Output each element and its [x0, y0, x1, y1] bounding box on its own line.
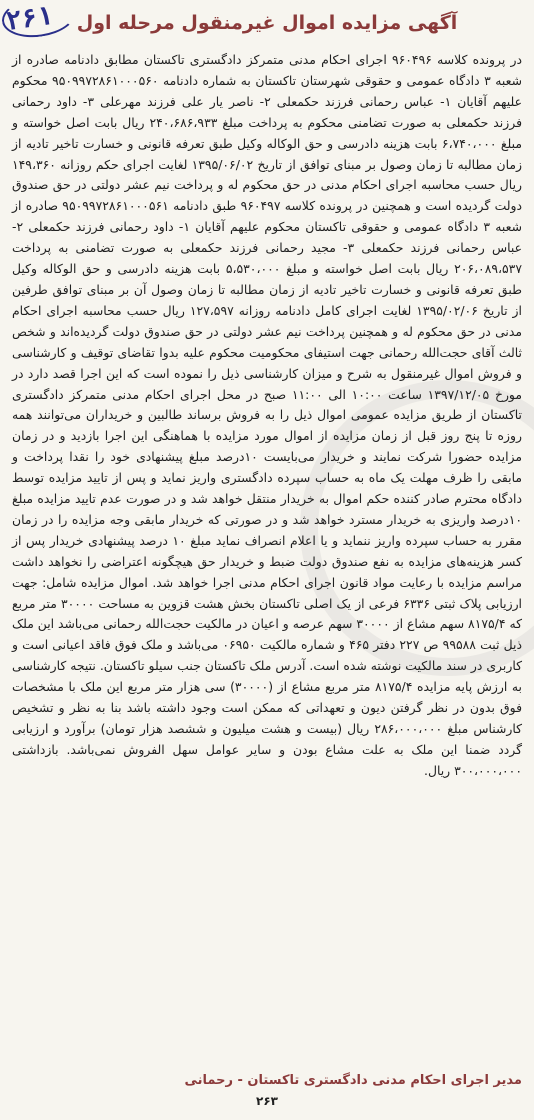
handwritten-number-text: ۲۶۱ — [4, 0, 55, 38]
announcement-body — [12, 50, 522, 782]
announcement-paragraph: در پرونده کلاسه ۹۶۰۴۹۶ اجرای احکام مدنی متمرکز دادگستری تاکستان مطابق دادنامه صادره از شعبه ۳ دادگاه عمومی و حقوقی شهرستان تاکستان به شماره دادنامه ۹۵۰۹۹۷۲۸۶۱۰۰۰۵۶۰ محکوم علیهم آقایان ۱- عباس رحمانی فرزند حکمعلی ۲- ناصر یار علی فرزند مهرعلی ۳- داود رحمانی فرزند حکمعلی به صورت تضامنی محکوم به پرداخت مبلغ ۲۴۰،۶۸۶،۹۳۳ ریال بابت اصل خواسته و مبلغ ۶،۷۴۰،۰۰۰ بابت هزینه دادرسی و حق الوکاله وکیل طبق تعرفه قانونی و خسارت تاخیر تادیه از زمان مطالبه تا زمان وصول بر مبنای توافق از تاریخ ۱۳۹۵/۰۶/۰۲ لغایت اجرای حکم روزانه ۱۴۹،۳۶۰ ریال حسب محاسبه اجرای احکام مدنی در حق محکوم له و پرداخت نیم عشر دولتی در حق صندوق دولت گردیده است و همچنین در پرونده کلاسه ۹۶۰۴۹۷ طبق دادنامه ۹۵۰۹۹۷۲۸۶۱۰۰۰۵۶۱ صادره از شعبه ۳ دادگاه عمومی و حقوقی تاکستان محکوم علیهم آقایان ۱- داود رحمانی فرزند حکمعلی ۲- عباس رحمانی فرزند حکمعلی ۳- مجید رحمانی فرزند حکمعلی به صورت تضامنی به پرداخت ۲۰۶،۰۸۹،۵۳۷ ریال بابت اصل خواسته و مبلغ ۵،۵۳۰،۰۰۰ بابت هزینه دادرسی و حق الوکاله وکیل طبق تعرفه قانونی و خسارت تاخیر تادیه از زمان مطالبه تا زمان وصول آن بر مبنای توافق طرفین از تاریخ ۱۳۹۵/۰۲/۰۶ لغایت اجرای کامل دادنامه روزانه ۱۲۷،۵۹۷ ریال حسب محاسبه اجرای احکام مدنی در حق محکوم له و همچنین پرداخت نیم عشر دولتی در حق صندوق دولت گردیده‌اند و شخص ثالث آقای حجت‌الله رحمانی جهت استیفای محکومیت محکوم علیه بدوا تقاضای توقیف و کارشناسی و فروش اموال غیرمنقول به شرح و میزان کارشناسی ذیل را نموده است که این اجرا قصد دارد در مورخ ۱۳۹۷/۱۲/۰۵ ساعت ۱۰:۰۰ الی ۱۱:۰۰ صبح در محل اجرای احکام مدنی متمرکز دادگستری تاکستان از طریق مزایده عمومی اموال ذیل را به فروش برساند طالبین و خریداران می‌توانند همه روزه تا پنج روز قبل از زمان مزایده از اموال مورد مزایده با هماهنگی این اجرا بازدید و در زمان مزایده حضورا شرکت نمایند و خریدار می‌بایست ۱۰درصد مبلغ پیشنهادی خود را نقدا پرداخت و مابقی را ظرف مهلت یک ماه به حساب سپرده دادگستری واریز نماید و پس از تایید مزایده توسط دادگاه محترم صادر کننده حکم اموال به خریدار منتقل خواهد شد و در صورت عدم تایید مزایده مبلغ ۱۰درصد واریزی به خریدار مسترد خواهد شد و در صورتی که خریدار مابقی وجه مزایده را در زمان مقرر به حساب سپرده واریز ننماید و یا اعلام انصراف نماید مبلغ ۱۰ درصد پیشنهادی خریدار پس از کسر هزینه‌های مزایده به نفع صندوق دولت ضبط و خریدار حق هیچگونه اعتراضی را نخواهد داشت مراسم مزایده با رعایت مواد قانون اجرای احکام مدنی اجرا خواهد شد. اموال مزایده شامل: جهت ارزیابی پلاک ثبتی ۶۳۳۶ فرعی از یک اصلی تاکستان بخش هشت قزوین به مساحت ۳۰۰۰۰ متر مربع که ۸۱۷۵/۴ سهم مشاع از ۳۰۰۰۰ سهم عرصه و اعیان در مالکیت حجت‌الله رحمانی می‌باشد این ملک ذیل ثبت ۹۹۵۸۸ ص ۲۲۷ دفتر ۴۶۵ و شماره مالکیت ۰۶۹۵۰ می‌باشد و ملک فوق فاقد اعیانی است و کاربری در سند مالکیت نوشته شده است. آدرس ملک تاکستان جنب سیلو تاکستان. نتیجه کارشناسی به ارزش پایه مزایده ۸۱۷۵/۴ متر مربع مشاع از (۳۰۰۰۰) سی هزار متر مربع این ملک با مشخصات فوق بدون در نظر گرفتن دیون و تعهداتی که ممکن است وجود داشته باشد بنا به نظر و تشخیص کارشناس مبلغ ۲۸۶،۰۰۰،۰۰۰ ریال (بیست و هشت میلیون و ششصد هزار تومان) برآورد و ارزیابی گردد ضمنا این ملک به علت مشاع بودن و سایر عوامل سهل الفروش نمی‌باشد. بازداشتی ۳۰۰،۰۰۰،۰۰۰ ریال. — [12, 52, 523, 778]
signature-line: مدیر اجرای احکام مدنی دادگستری تاکستان - رحمانی — [184, 1073, 522, 1088]
page-number: ۲۶۳ — [256, 1094, 278, 1108]
page-title: آگهی مزایده اموال غیرمنقول مرحله اول — [76, 12, 458, 34]
